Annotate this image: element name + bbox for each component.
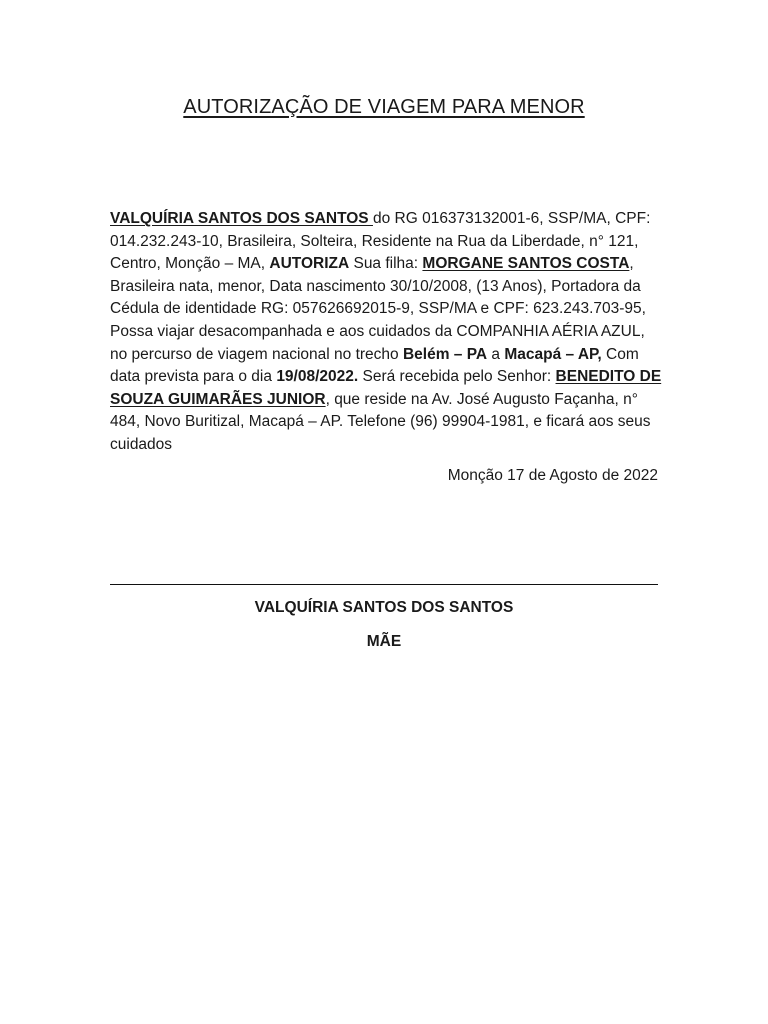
- paragraph-text-3: , Brasileira nata, menor, Data nascimento 30/10/2008, (13 Anos), Portadora da Cédula de identidade RG: 057626692015-9, SSP/MA e CPF: 623.243.703-95, Possa viajar desacompanhada e aos cuidados da COMPANHIA AÉRIA AZUL, no percurso de viagem nacional no trecho: [110, 255, 646, 363]
- paragraph-text-1: do RG 016373132001-6, SSP/MA, CPF: 014.232.243-10, Brasileira, Solteira, Residente na Rua da Liberdade, n° 121, Centro, Monção – MA,: [110, 210, 651, 273]
- signature-line: [110, 584, 658, 585]
- guardian-name: BENEDITO DE SOUZA GUIMARÃES JUNIOR: [110, 368, 662, 408]
- paragraph-text-5: Com data prevista para o dia: [110, 345, 639, 386]
- origin-city: Belém – PA: [402, 345, 488, 363]
- authorization-paragraph: [110, 208, 662, 457]
- place-and-date: Monção 17 de Agosto de 2022: [447, 467, 658, 484]
- child-name: MORGANE SANTOS COSTA: [422, 255, 630, 273]
- signatory-name: VALQUÍRIA SANTOS DOS SANTOS: [254, 599, 514, 616]
- paragraph-text-2: Sua filha:: [349, 255, 423, 273]
- paragraph-text-7: , que reside na Av. José Augusto Façanha, n° 484, Novo Buritizal, Macapá – AP. Telefone (96) 99904-1981, e ficará aos seus cuidados: [110, 390, 651, 453]
- authorizes-word: AUTORIZA: [269, 255, 350, 273]
- signatory-role: MÃE: [366, 633, 402, 650]
- parent-name: VALQUÍRIA SANTOS DOS SANTOS: [110, 210, 373, 227]
- travel-date: 19/08/2022.: [276, 368, 359, 386]
- destination-city: Macapá – AP,: [504, 345, 602, 363]
- paragraph-text-4: a: [487, 345, 505, 363]
- paragraph-text-6: Será recebida pelo Senhor:: [358, 368, 556, 386]
- document-title: AUTORIZAÇÃO DE VIAGEM PARA MENOR: [183, 96, 585, 118]
